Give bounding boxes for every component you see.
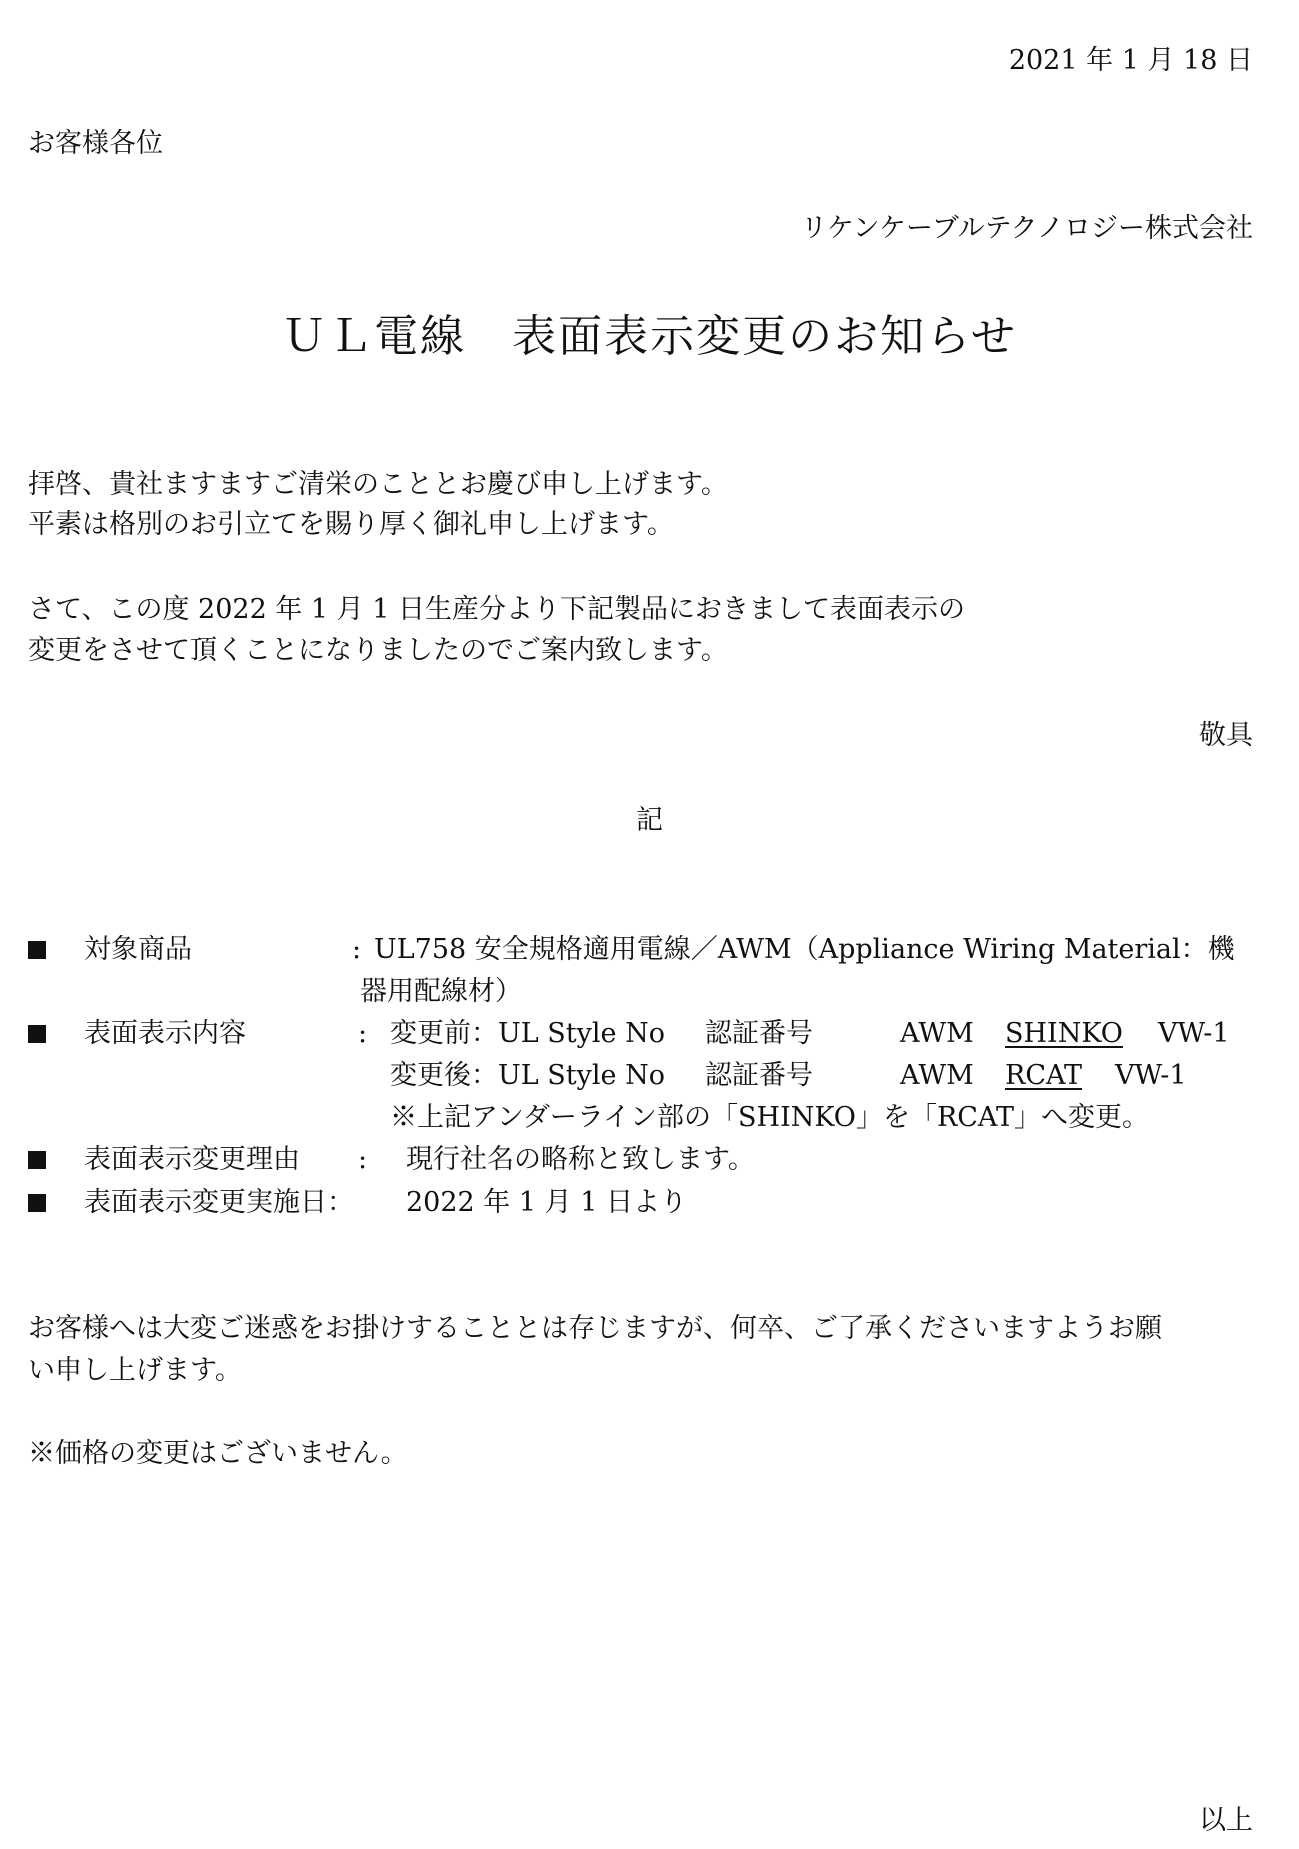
addressee: お客様各位	[28, 128, 163, 159]
effective-date-value: 2022 年 1 月 1 日より	[406, 1187, 687, 1218]
target-value-line-2: 器用配線材）	[360, 976, 522, 1007]
ki-heading: 記	[636, 805, 663, 836]
before-cert: 認証番号	[705, 1018, 813, 1049]
body-line-2: 変更をさせて頂くことになりましたのでご案内致します。	[28, 635, 728, 666]
after-name-underlined: RCAT	[1005, 1060, 1083, 1091]
bullet-square-icon	[28, 941, 46, 959]
apology-line-2: い申し上げます。	[28, 1355, 242, 1386]
target-colon: :	[352, 934, 362, 965]
bullet-square-icon	[28, 1194, 46, 1212]
closing-salutation: 敬具	[1199, 720, 1253, 751]
after-awm: AWM	[900, 1060, 974, 1091]
bullet-square-icon	[28, 1151, 46, 1169]
reason-label: 表面表示変更理由	[84, 1144, 300, 1175]
before-awm: AWM	[900, 1018, 974, 1049]
greeting-line-2: 平素は格別のお引立てを賜り厚く御礼申し上げます。	[28, 509, 674, 540]
target-label: 対象商品	[84, 934, 192, 965]
after-vw: VW-1	[1115, 1060, 1187, 1091]
marking-label: 表面表示内容	[84, 1018, 246, 1049]
before-prefix: 変更前：UL Style No	[390, 1018, 665, 1049]
reason-colon: :	[358, 1144, 368, 1175]
bullet-square-icon	[28, 1025, 46, 1043]
ending-mark: 以上	[1199, 1805, 1253, 1836]
effective-date-label: 表面表示変更実施日：	[84, 1187, 354, 1218]
price-note: ※価格の変更はございません。	[28, 1438, 408, 1469]
greeting-line-1: 拝啓、貴社ますますご清栄のこととお慶び申し上げます。	[28, 469, 728, 500]
reason-value: 現行社名の略称と致します。	[406, 1144, 755, 1175]
target-value-line-1: UL758 安全規格適用電線／AWM（Appliance Wiring Material：機	[374, 934, 1235, 965]
before-name-underlined: SHINKO	[1005, 1018, 1123, 1049]
sender-company: リケンケーブルテクノロジー株式会社	[800, 213, 1253, 244]
marking-note: ※上記アンダーライン部の「SHINKO」を「RCAT」へ変更。	[390, 1102, 1149, 1133]
apology-line-1: お客様へは大変ご迷惑をお掛けすることとは存じますが、何卒、ご了承くださいますようお願	[28, 1313, 1162, 1344]
page-title: ＵＬ電線 表面表示変更のお知らせ	[282, 311, 1017, 362]
after-cert: 認証番号	[705, 1060, 813, 1091]
body-line-1: さて、この度 2022 年 1 月 1 日生産分より下記製品におきまして表面表示の	[28, 594, 966, 625]
marking-colon: :	[358, 1018, 368, 1049]
after-prefix: 変更後：UL Style No	[390, 1060, 665, 1091]
document-date: 2021 年 1 月 18 日	[1008, 45, 1253, 76]
before-vw: VW-1	[1158, 1018, 1230, 1049]
